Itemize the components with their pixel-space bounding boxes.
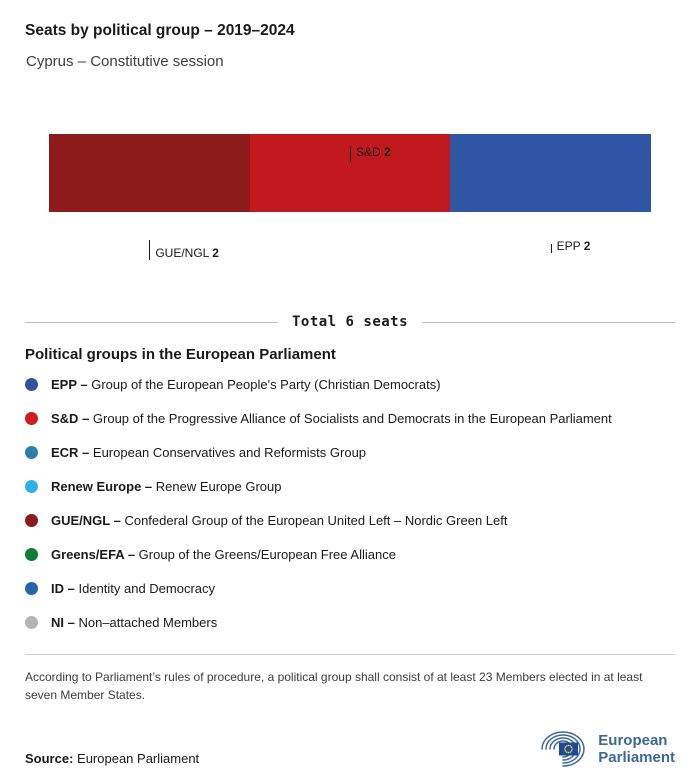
source-label: Source: (25, 751, 74, 766)
bar-segment-s-d[interactable] (250, 134, 451, 212)
source-text: European Parliament (77, 751, 200, 766)
total-rule-right (422, 322, 675, 323)
legend-label: ECR – European Conservatives and Reformists Group (51, 445, 367, 460)
legend-dot (25, 582, 38, 595)
bar-label-s-d: S&D 2 (350, 146, 391, 162)
footnote-divider (25, 654, 675, 655)
legend-label: S&D – Group of the Progressive Alliance of Socialists and Democrats in the European Parliament (51, 411, 612, 426)
ep-logo-line1: European (598, 731, 668, 749)
bar-label-gue-ngl: GUE/NGL 2 (149, 240, 219, 260)
bar-label-epp: EPP 2 (551, 240, 591, 253)
legend-dot (25, 616, 38, 629)
page-subtitle: Cyprus – Constitutive session (26, 53, 224, 70)
legend-item-renew-europe (25, 479, 675, 494)
stacked-bar (49, 134, 651, 212)
legend-dot (25, 378, 38, 391)
legend-item-greens-efa (25, 547, 675, 562)
eu-flag (559, 743, 578, 756)
legend-item-ecr (25, 445, 675, 460)
legend-item-gue-ngl (25, 513, 675, 528)
ep-logo-mark (536, 726, 590, 772)
legend-label: Greens/EFA – Group of the Greens/European Free Alliance (51, 547, 396, 562)
page-title: Seats by political group – 2019–2024 (25, 22, 295, 39)
legend-dot (25, 480, 38, 493)
ep-logo-line2: Parliament (598, 749, 675, 766)
legend-list (25, 377, 675, 630)
legend-item-s-d (25, 411, 675, 426)
seats-bar-chart (49, 134, 651, 276)
footnote-text: According to Parliament’s rules of procedure, a political group shall consist of at least 23 Members elected in at least seven Member States. (25, 670, 643, 702)
legend-item-epp (25, 377, 675, 392)
legend-dot (25, 514, 38, 527)
legend-label: ID – Identity and Democracy (51, 581, 216, 596)
legend-item-ni (25, 615, 675, 630)
legend-label: GUE/NGL – Confederal Group of the European United Left – Nordic Green Left (51, 513, 508, 528)
legend-dot (25, 412, 38, 425)
source-line (25, 751, 199, 766)
legend-heading: Political groups in the European Parliament (25, 346, 336, 363)
bar-segment-gue-ngl[interactable] (49, 134, 250, 212)
legend-label: EPP – Group of the European People's Party (Christian Democrats) (51, 377, 441, 392)
legend-label: NI – Non–attached Members (51, 615, 218, 630)
total-seats-row (25, 314, 675, 330)
legend-label: Renew Europe – Renew Europe Group (51, 479, 282, 494)
footer (25, 726, 675, 772)
bar-segment-epp[interactable] (450, 134, 651, 212)
total-seats-label: Total 6 seats (291, 314, 409, 330)
total-rule-left (25, 322, 278, 323)
ep-logo-text (598, 732, 675, 767)
ep-logo (536, 726, 675, 772)
legend-dot (25, 548, 38, 561)
legend-item-id (25, 581, 675, 596)
legend-dot (25, 446, 38, 459)
